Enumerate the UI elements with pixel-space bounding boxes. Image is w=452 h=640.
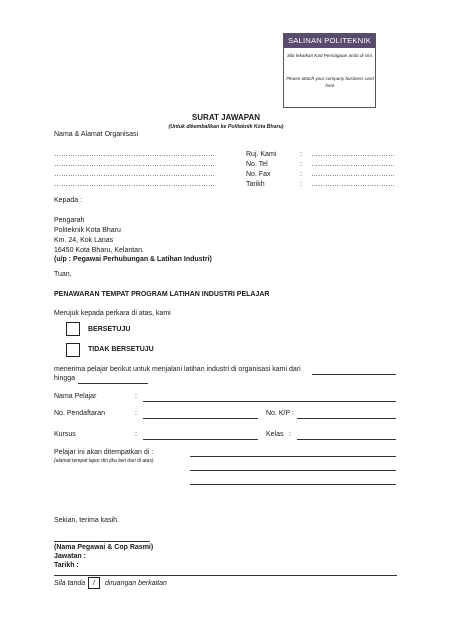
ref-colon-tel: : xyxy=(300,161,302,168)
ref-label-tarikh: Tarikh xyxy=(246,181,265,188)
org-line-2: …………………………………………………………… xyxy=(54,161,215,168)
tick-example-box xyxy=(88,577,100,589)
tick-mark: / xyxy=(93,580,95,587)
kursus-colon: : xyxy=(135,431,137,438)
kelas-label: Kelas xyxy=(266,431,284,438)
org-line-4: …………………………………………………………… xyxy=(54,181,215,188)
stamp-note-ms: Sila lekatkan Kad Perniagaan anda di sini. xyxy=(286,53,374,58)
ref-colon-tarikh: : xyxy=(300,181,302,188)
ref-label-tel: No. Tel xyxy=(246,161,268,168)
address-line-2: Politeknik Kota Bharu xyxy=(54,227,121,234)
no-pendaftaran-label: No. Pendaftaran xyxy=(54,410,105,417)
tidak-bersetuju-label: TIDAK BERSETUJU xyxy=(88,346,154,353)
ref-colon-fax: : xyxy=(300,171,302,178)
stamp-note-en: Please attach your company business card here xyxy=(286,76,374,88)
stamp-header: SALINAN POLITEKNIK xyxy=(284,34,375,48)
closing-text: Sekian, terima kasih. xyxy=(54,517,119,524)
ref-value-tarikh: ……………………………… xyxy=(311,181,395,188)
no-kp-line[interactable] xyxy=(297,418,396,419)
kursus-line[interactable] xyxy=(143,439,258,440)
address-line-4: 16450 Kota Bharu, Kelantan. xyxy=(54,247,144,254)
org-line-1: …………………………………………………………… xyxy=(54,151,215,158)
ref-label-fax: No. Fax xyxy=(246,171,271,178)
placement-label: Pelajar ini akan ditempatkan di : xyxy=(54,449,154,456)
salutation: Tuan, xyxy=(54,271,72,278)
signature-name-label: (Nama Pegawai & Cop Rasmi) xyxy=(54,544,154,551)
letter-title: SURAT JAWAPAN xyxy=(191,113,261,122)
hingga-label: hingga xyxy=(54,375,76,382)
address-line-1: Pengarah xyxy=(54,217,85,224)
end-date-line[interactable] xyxy=(78,383,148,384)
ref-value-tel: ……………………………… xyxy=(311,161,395,168)
footer-divider xyxy=(54,575,397,576)
ref-value-ruj: ……………………………… xyxy=(311,151,395,158)
bersetuju-label: BERSETUJU xyxy=(88,326,131,333)
footer-sila-tanda: Sila tanda xyxy=(54,580,86,587)
nama-pelajar-line[interactable] xyxy=(143,401,396,402)
kelas-line[interactable] xyxy=(297,439,396,440)
no-kp-label: No. K/P : xyxy=(266,410,294,417)
address-line-5: (u/p : Pegawai Perhubungan & Latihan Industri) xyxy=(54,256,212,263)
org-line-3: …………………………………………………………… xyxy=(54,171,215,178)
signature-line[interactable] xyxy=(54,541,150,542)
placement-note: (alamat tempat lapor diri jika lain dari di atas) xyxy=(54,458,154,464)
nama-pelajar-colon: : xyxy=(135,393,137,400)
jawatan-label: Jawatan : xyxy=(54,553,86,560)
address-line-3: Km. 24, Kok Lanas xyxy=(54,237,114,244)
ref-colon-ruj: : xyxy=(300,151,302,158)
accept-text: menerima pelajar berikut untuk menjalani latihan industri di organisasi kami dari xyxy=(54,366,301,373)
no-pendaftaran-line[interactable] xyxy=(143,418,258,419)
nama-pelajar-label: Nama Pelajar xyxy=(54,393,97,400)
subject: PENAWARAN TEMPAT PROGRAM LATIHAN INDUSTRI PELAJAR xyxy=(54,291,270,298)
reference-text: Merujuk kepada perkara di atas, kami xyxy=(54,310,171,317)
kepada-label: Kepada : xyxy=(54,197,83,204)
kelas-colon: : xyxy=(289,431,291,438)
business-card-box xyxy=(283,33,376,108)
ref-label-ruj: Ruj. Kami xyxy=(246,151,277,158)
placement-line-1[interactable] xyxy=(190,456,396,457)
letter-subtitle: (Untuk dikembalikan ke Politeknik Kota Bharu) xyxy=(168,124,284,130)
tarikh-label: Tarikh : xyxy=(54,562,79,569)
footer-diruangan: diruangan berkaitan xyxy=(105,580,167,587)
ref-value-fax: ……………………………… xyxy=(311,171,395,178)
kursus-label: Kursus xyxy=(54,431,76,438)
tidak-bersetuju-checkbox[interactable] xyxy=(66,343,80,357)
placement-line-2[interactable] xyxy=(190,470,396,471)
start-date-line[interactable] xyxy=(312,374,396,375)
placement-line-3[interactable] xyxy=(190,484,396,485)
org-label: Nama & Alamat Organisasi xyxy=(54,131,139,138)
no-pendaftaran-colon: : xyxy=(135,410,137,417)
bersetuju-checkbox[interactable] xyxy=(66,322,80,336)
